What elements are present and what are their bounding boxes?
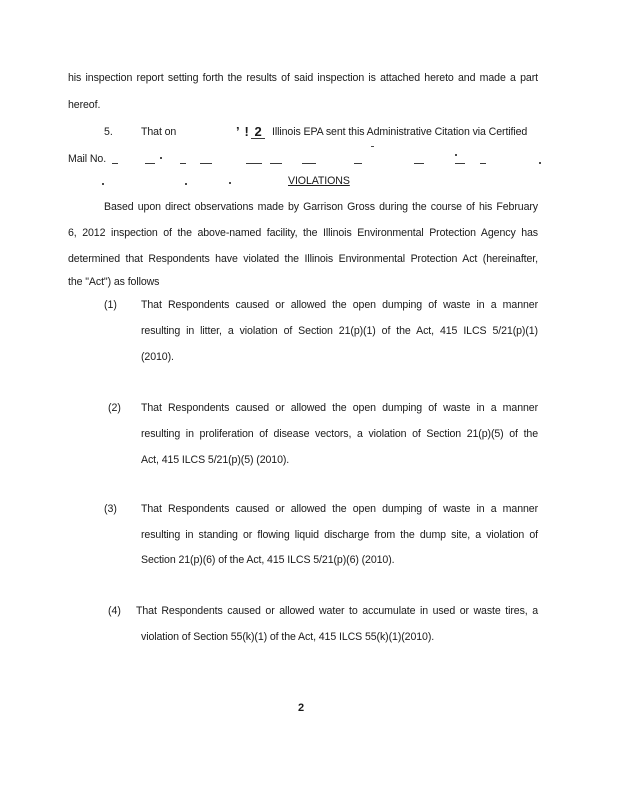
- date-fragment: ’ ! 2: [236, 124, 263, 139]
- redaction-underline: [270, 163, 282, 164]
- violation-line: That Respondents caused or allowed water to accumulate in used or waste tires, a: [136, 605, 538, 617]
- violation-line: That Respondents caused or allowed the open dumping of waste in a manner: [141, 299, 538, 311]
- violation-line: resulting in standing or flowing liquid discharge from the dump site, a violation of: [141, 529, 538, 541]
- scan-speck: [160, 157, 162, 159]
- body-line: 6, 2012 inspection of the above-named facility, the Illinois Environmental Protection Agency has: [68, 227, 538, 239]
- body-line: That on: [141, 126, 177, 138]
- scan-speck: [455, 154, 457, 156]
- violation-number: (1): [104, 299, 117, 311]
- violation-line: resulting in litter, a violation of Section 21(p)(1) of the Act, 415 ILCS 5/21(p)(1): [141, 325, 538, 337]
- violation-line: Section 21(p)(6) of the Act, 415 ILCS 5/21(p)(6) (2010).: [141, 554, 395, 566]
- scan-speck: [539, 162, 541, 164]
- redaction-underline: [480, 163, 486, 164]
- violation-line: (2010).: [141, 351, 174, 363]
- redaction-underline: [251, 138, 265, 139]
- scan-speck: [371, 146, 374, 147]
- redaction-underline: [354, 163, 362, 164]
- violation-line: resulting in proliferation of disease vectors, a violation of Section 21(p)(5) of the: [141, 428, 538, 440]
- violation-line: violation of Section 55(k)(1) of the Act, 415 ILCS 55(k)(1)(2010).: [141, 631, 435, 643]
- redaction-underline: [200, 163, 212, 164]
- scan-speck: [185, 183, 187, 185]
- body-line: Based upon direct observations made by Garrison Gross during the course of his February: [104, 201, 538, 213]
- redaction-underline: [145, 163, 155, 164]
- redaction-underline: [180, 163, 186, 164]
- body-line: his inspection report setting forth the results of said inspection is attached hereto and made a part: [68, 72, 538, 84]
- paragraph-number: 5.: [104, 126, 113, 138]
- redaction-underline: [112, 163, 118, 164]
- violation-line: That Respondents caused or allowed the open dumping of waste in a manner: [141, 503, 538, 515]
- redaction-underline: [302, 163, 316, 164]
- violation-line: That Respondents caused or allowed the open dumping of waste in a manner: [141, 402, 538, 414]
- violations-heading: VIOLATIONS: [288, 175, 350, 187]
- scan-speck: [229, 182, 231, 184]
- violation-line: Act, 415 ILCS 5/21(p)(5) (2010).: [141, 454, 290, 466]
- violation-number: (2): [108, 402, 121, 414]
- body-line: the "Act") as follows: [68, 276, 160, 288]
- redaction-underline: [414, 163, 424, 164]
- violation-number: (4): [108, 605, 121, 617]
- body-line: Illinois EPA sent this Administrative Citation via Certified: [272, 126, 528, 138]
- body-line: hereof.: [68, 99, 101, 111]
- mail-label: Mail No.: [68, 153, 107, 165]
- scan-speck: [102, 183, 104, 185]
- violation-number: (3): [104, 503, 117, 515]
- redaction-underline: [455, 163, 465, 164]
- redaction-underline: [246, 163, 262, 164]
- page-number: 2: [298, 702, 305, 714]
- body-line: determined that Respondents have violated the Illinois Environmental Protection Act (hereinafter,: [68, 253, 538, 265]
